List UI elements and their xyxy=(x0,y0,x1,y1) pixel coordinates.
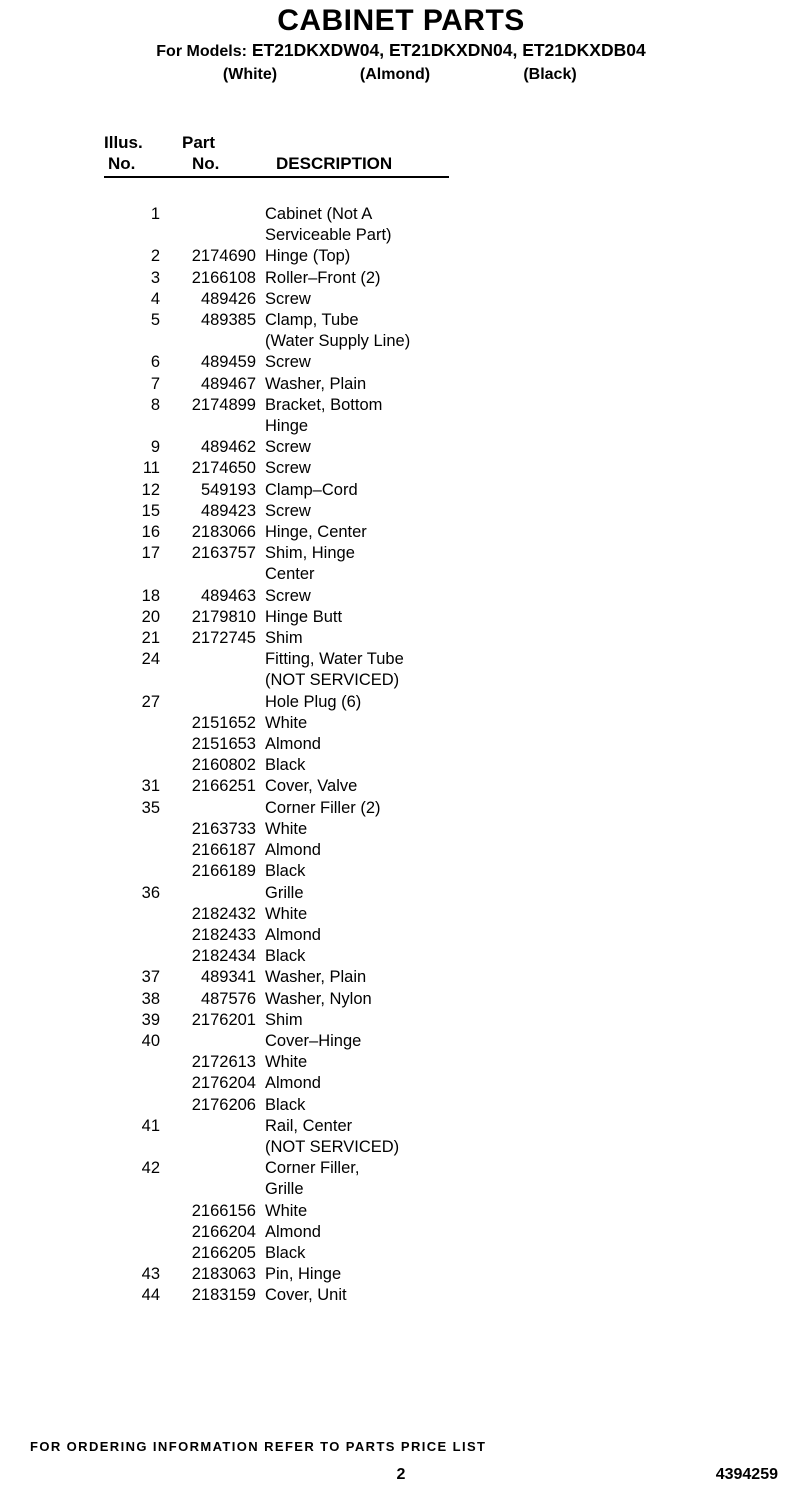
cell-illus-no: 38 xyxy=(141,989,160,1008)
cell-illus-no xyxy=(104,819,160,840)
cell-description: Black xyxy=(265,947,306,966)
cell-description: Bracket, Bottom xyxy=(265,395,383,414)
cell-illus-no: 15 xyxy=(141,501,160,520)
cell-illus-no: 35 xyxy=(141,798,160,817)
cell-description: Hole Plug (6) xyxy=(265,692,362,711)
cell-description: Almond xyxy=(265,1074,321,1093)
cell-description: (NOT SERVICED) xyxy=(265,671,400,690)
cell-part-no: 489462 xyxy=(200,438,256,457)
cell-illus-no: 2 xyxy=(150,247,160,266)
cell-description: Washer, Nylon xyxy=(265,989,372,1008)
table-row xyxy=(104,1010,802,1031)
cell-illus-no: 18 xyxy=(141,586,160,605)
cell-part-no xyxy=(160,670,256,691)
cell-part-no: 2174690 xyxy=(191,247,256,266)
cell-description: Roller–Front (2) xyxy=(265,268,381,287)
cell-description: Black xyxy=(265,1243,306,1262)
cell-description: White xyxy=(265,1053,308,1072)
table-row xyxy=(104,1285,802,1306)
cell-illus-no: 43 xyxy=(141,1265,160,1284)
cell-description: Hinge Butt xyxy=(265,607,343,626)
table-row xyxy=(104,564,802,585)
cell-illus-no xyxy=(104,1179,160,1200)
cell-illus-no: 20 xyxy=(141,607,160,626)
cell-illus-no: 44 xyxy=(141,1286,160,1305)
table-row xyxy=(104,437,802,458)
cell-illus-no: 27 xyxy=(141,692,160,711)
table-row xyxy=(104,1179,802,1200)
cell-illus-no xyxy=(104,225,160,246)
color-almond: (Almond) xyxy=(359,66,431,83)
table-row xyxy=(104,543,802,564)
cell-part-no: 2166204 xyxy=(191,1222,256,1241)
table-row xyxy=(104,819,802,840)
cell-description: Shim xyxy=(265,629,303,648)
cell-description: Almond xyxy=(265,1222,321,1241)
cell-description: Almond xyxy=(265,735,321,754)
cell-description: Clamp–Cord xyxy=(265,480,358,499)
page-title: CABINET PARTS xyxy=(277,4,525,37)
cell-illus-no xyxy=(104,1243,160,1264)
table-row xyxy=(104,967,802,988)
table-row xyxy=(104,1095,802,1116)
cell-part-no: 549193 xyxy=(200,480,256,499)
cell-description: White xyxy=(265,713,308,732)
cell-part-no: 2182434 xyxy=(191,947,256,966)
cell-part-no: 2176204 xyxy=(191,1074,256,1093)
cell-part-no: 2183066 xyxy=(191,523,256,542)
cell-part-no: 489385 xyxy=(200,311,256,330)
ordering-info-note: FOR ORDERING INFORMATION REFER TO PARTS PRICE LIST xyxy=(30,1439,487,1454)
cell-part-no: 2166156 xyxy=(191,1201,256,1220)
cell-description: Rail, Center xyxy=(265,1116,353,1135)
cell-illus-no xyxy=(104,670,160,691)
cell-description: Serviceable Part) xyxy=(265,226,392,245)
table-row xyxy=(104,246,802,267)
cell-description: Screw xyxy=(265,438,311,457)
table-row xyxy=(104,1116,802,1137)
cell-part-no: 2166189 xyxy=(191,862,256,881)
cell-illus-no xyxy=(104,1137,160,1158)
table-row xyxy=(104,734,802,755)
table-row xyxy=(104,1222,802,1243)
cell-description: White xyxy=(265,819,308,838)
cell-description: Corner Filler (2) xyxy=(265,798,381,817)
cell-description: White xyxy=(265,904,308,923)
cell-description: Cover–Hinge xyxy=(265,1031,362,1050)
cell-part-no xyxy=(160,564,256,585)
cell-illus-no: 7 xyxy=(150,374,160,393)
cell-part-no: 489467 xyxy=(200,374,256,393)
table-row xyxy=(104,586,802,607)
cell-description: (Water Supply Line) xyxy=(265,332,411,351)
cell-description: Cabinet (Not A xyxy=(265,205,373,223)
cell-part-no: 2182432 xyxy=(191,904,256,923)
table-row xyxy=(104,352,802,373)
cell-description: Black xyxy=(265,862,306,881)
cell-illus-no: 24 xyxy=(141,650,160,669)
cell-illus-no: 16 xyxy=(141,523,160,542)
cell-part-no: 2183159 xyxy=(191,1286,256,1305)
table-row xyxy=(104,670,802,691)
header-illus-2: No. xyxy=(108,154,136,173)
table-row xyxy=(104,925,802,946)
table-header-row-1 xyxy=(104,132,802,153)
table-row xyxy=(104,989,802,1010)
cell-description: Black xyxy=(265,756,306,775)
cell-part-no: 2172613 xyxy=(191,1053,256,1072)
cell-description: Pin, Hinge xyxy=(265,1265,342,1284)
cell-part-no: 2151653 xyxy=(191,735,256,754)
cell-part-no: 2174650 xyxy=(191,459,256,478)
cell-illus-no xyxy=(104,755,160,776)
cell-illus-no: 5 xyxy=(150,311,160,330)
cell-illus-no: 11 xyxy=(142,459,160,478)
cell-illus-no: 6 xyxy=(150,353,160,372)
cell-illus-no xyxy=(104,416,160,437)
cell-illus-no: 40 xyxy=(141,1031,160,1050)
page-number: 2 xyxy=(396,1466,406,1483)
table-row xyxy=(104,755,802,776)
parts-table xyxy=(0,132,802,1307)
table-row xyxy=(104,1201,802,1222)
table-row xyxy=(104,416,802,437)
table-row xyxy=(104,1052,802,1073)
cell-part-no: 2179810 xyxy=(191,607,256,626)
table-row xyxy=(104,1243,802,1264)
cell-description: Center xyxy=(265,565,315,584)
cell-illus-no: 9 xyxy=(150,438,160,457)
cell-description: Black xyxy=(265,1095,306,1114)
table-row xyxy=(104,395,802,416)
cell-description: Almond xyxy=(265,841,321,860)
cell-description: Screw xyxy=(265,586,311,605)
cell-illus-no xyxy=(104,1095,160,1116)
table-row xyxy=(104,1073,802,1094)
document-number: 4394259 xyxy=(715,1466,778,1483)
cell-description: Shim, Hinge xyxy=(265,544,355,563)
cell-part-no xyxy=(160,1031,256,1052)
table-row xyxy=(104,1158,802,1179)
table-row xyxy=(104,946,802,967)
table-row xyxy=(104,628,802,649)
cell-illus-no xyxy=(104,564,160,585)
table-row xyxy=(104,1264,802,1285)
document-page xyxy=(0,4,802,1509)
cell-description: Clamp, Tube xyxy=(265,311,359,330)
cell-description: (NOT SERVICED) xyxy=(265,1137,400,1156)
table-header-row-2 xyxy=(104,153,802,174)
cell-part-no xyxy=(160,798,256,819)
cell-part-no xyxy=(160,1116,256,1137)
cell-illus-no xyxy=(104,840,160,861)
table-row xyxy=(104,1137,802,1158)
cell-part-no: 2160802 xyxy=(191,756,256,775)
models-label: For Models: xyxy=(156,43,247,60)
cell-illus-no xyxy=(104,1052,160,1073)
cell-description: Washer, Plain xyxy=(265,968,367,987)
cell-part-no: 2163733 xyxy=(191,819,256,838)
cell-illus-no: 3 xyxy=(150,268,160,287)
table-row xyxy=(104,1031,802,1052)
table-row xyxy=(104,458,802,479)
models-list: ET21DKXDW04, ET21DKXDN04, ET21DKXDB04 xyxy=(251,40,646,60)
cell-description: Fitting, Water Tube xyxy=(265,650,404,669)
table-row xyxy=(104,374,802,395)
cell-part-no: 2172745 xyxy=(191,629,256,648)
color-black: (Black) xyxy=(523,66,577,83)
cell-illus-no xyxy=(104,331,160,352)
cell-illus-no: 37 xyxy=(141,968,160,987)
cell-part-no: 2166187 xyxy=(191,841,256,860)
cell-description: Screw xyxy=(265,353,311,372)
cell-part-no xyxy=(160,1179,256,1200)
cell-part-no xyxy=(160,1137,256,1158)
cell-description: Washer, Plain xyxy=(265,374,367,393)
cell-part-no xyxy=(160,225,256,246)
cell-illus-no xyxy=(104,734,160,755)
cell-part-no: 2166251 xyxy=(191,777,256,796)
cell-description: Screw xyxy=(265,289,311,308)
cell-part-no: 2183063 xyxy=(191,1265,256,1284)
cell-description: Almond xyxy=(265,925,321,944)
table-row xyxy=(104,225,802,246)
cell-description: Grille xyxy=(265,1180,304,1199)
table-row xyxy=(104,501,802,522)
cell-part-no: 2176201 xyxy=(191,1010,256,1029)
table-row xyxy=(104,310,802,331)
cell-description: Hinge xyxy=(265,417,309,436)
cell-description: Hinge, Center xyxy=(265,523,367,542)
cell-part-no: 489341 xyxy=(200,968,256,987)
cell-illus-no: 8 xyxy=(150,395,160,414)
cell-illus-no: 31 xyxy=(141,777,160,796)
cell-illus-no xyxy=(104,946,160,967)
cell-illus-no: 42 xyxy=(141,1159,160,1178)
header-illus-1: Illus. xyxy=(104,133,143,152)
cell-illus-no: 41 xyxy=(141,1116,160,1135)
cell-illus-no xyxy=(104,904,160,925)
cell-part-no: 487576 xyxy=(200,989,256,1008)
cell-part-no xyxy=(160,1158,256,1179)
table-row xyxy=(104,883,802,904)
cell-description: Cover, Unit xyxy=(265,1286,347,1305)
cell-part-no: 2166205 xyxy=(191,1243,256,1262)
table-row xyxy=(104,204,802,225)
table-row xyxy=(104,692,802,713)
header-part-2: No. xyxy=(192,154,220,173)
cell-illus-no xyxy=(104,925,160,946)
cell-part-no xyxy=(160,204,256,225)
cell-description: Grille xyxy=(265,883,304,902)
table-row xyxy=(104,289,802,310)
cell-part-no: 2182433 xyxy=(191,925,256,944)
cell-part-no: 2166108 xyxy=(191,268,256,287)
header-rule xyxy=(104,176,449,178)
cell-part-no xyxy=(160,883,256,904)
table-row xyxy=(104,904,802,925)
cell-illus-no: 4 xyxy=(150,289,160,308)
table-row xyxy=(104,861,802,882)
cell-illus-no: 39 xyxy=(141,1010,160,1029)
cell-illus-no: 36 xyxy=(141,883,160,902)
cell-part-no: 489423 xyxy=(200,501,256,520)
cell-part-no: 2176206 xyxy=(191,1095,256,1114)
header-part-1: Part xyxy=(182,133,216,152)
cell-description: Screw xyxy=(265,459,311,478)
parts-list xyxy=(104,204,802,1307)
header-description: DESCRIPTION xyxy=(276,154,393,173)
cell-illus-no: 17 xyxy=(141,544,160,563)
cell-part-no: 489463 xyxy=(200,586,256,605)
cell-illus-no: 12 xyxy=(141,480,160,499)
table-row xyxy=(104,268,802,289)
cell-illus-no xyxy=(104,1222,160,1243)
table-row xyxy=(104,480,802,501)
cell-description: Cover, Valve xyxy=(265,777,358,796)
table-row xyxy=(104,798,802,819)
table-row xyxy=(104,522,802,543)
cell-description: Screw xyxy=(265,501,311,520)
cell-illus-no xyxy=(104,713,160,734)
cell-part-no xyxy=(160,649,256,670)
color-white: (White) xyxy=(222,66,278,83)
cell-description: Corner Filler, xyxy=(265,1159,360,1178)
cell-description: White xyxy=(265,1201,308,1220)
models-line xyxy=(0,39,802,63)
cell-illus-no xyxy=(104,1073,160,1094)
table-row xyxy=(104,331,802,352)
table-row xyxy=(104,713,802,734)
cell-illus-no: 21 xyxy=(141,629,160,648)
cell-illus-no xyxy=(104,1201,160,1222)
cell-description: Shim xyxy=(265,1010,303,1029)
cell-part-no: 2151652 xyxy=(191,713,256,732)
cell-part-no: 489459 xyxy=(200,353,256,372)
cell-part-no: 2174899 xyxy=(191,395,256,414)
table-row xyxy=(104,840,802,861)
cell-illus-no xyxy=(104,861,160,882)
cell-part-no: 489426 xyxy=(200,289,256,308)
cell-part-no: 2163757 xyxy=(191,544,256,563)
cell-part-no xyxy=(160,416,256,437)
cell-description: Hinge (Top) xyxy=(265,247,351,266)
table-row xyxy=(104,649,802,670)
table-row xyxy=(104,607,802,628)
cell-part-no xyxy=(160,331,256,352)
cell-part-no xyxy=(160,692,256,713)
colors-line xyxy=(0,64,802,86)
table-row xyxy=(104,776,802,797)
cell-illus-no: 1 xyxy=(150,205,160,223)
